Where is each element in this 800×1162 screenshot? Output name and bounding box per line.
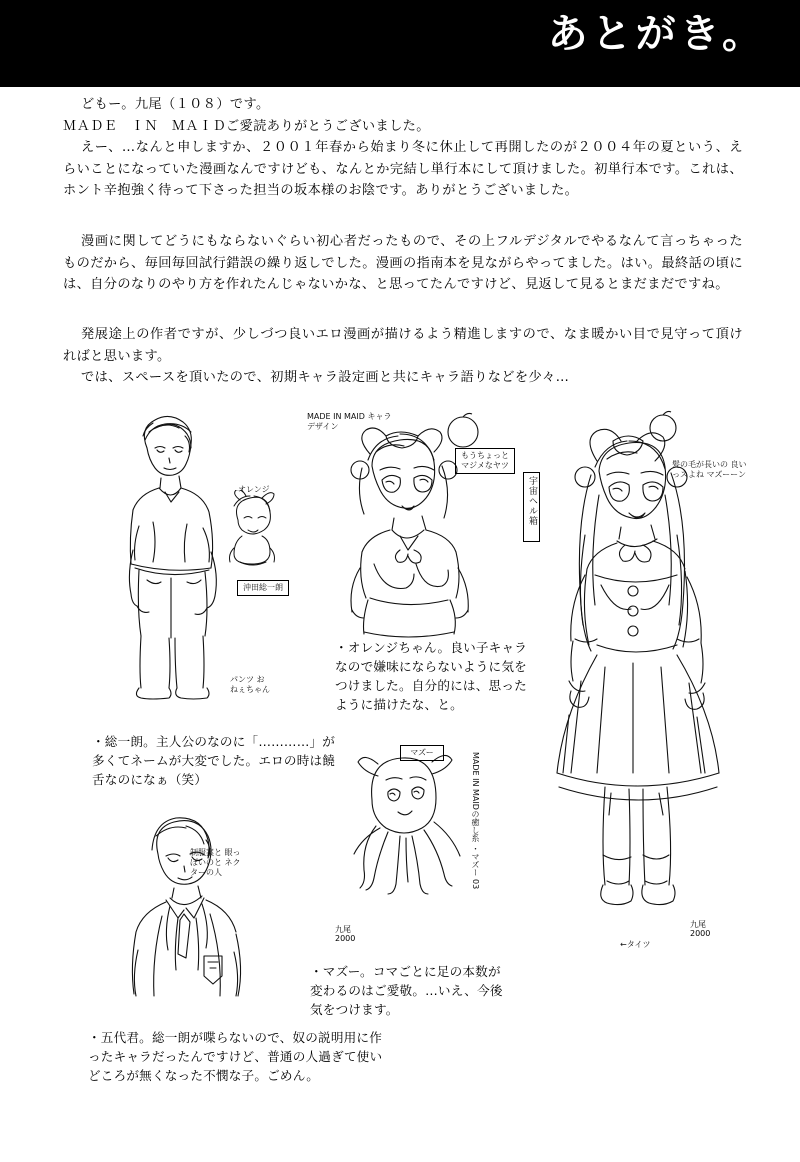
signature-mazu: 九尾 2000 — [335, 925, 356, 943]
afterword-paragraph-4 — [63, 324, 743, 367]
annotation-godai-note: 制服案と 眼っぽいのと ネクターの人 — [190, 848, 241, 877]
intro-line-2: ＭＡＤＥ ＩＮ ＭＡＩＤご愛読ありがとうございました。 — [63, 118, 430, 134]
annotation-uchuu-box: 宇宙ヘル箱 — [523, 472, 540, 542]
sketch-orange-mini — [218, 490, 288, 570]
paragraph-3-text: 漫画に関してどうにもならないぐらい初心者だったもので、その上フルデジタルでやるなんて言っちゃったものだから、毎回毎回試行錯誤の繰り返しでした。漫画の指南本を見ながらやってました。はい。最終話の頃には、自分のなりのやり方を作れたんじゃないかな、と思ってたんですけど、見返して見るとまだまだですね。 — [63, 234, 743, 292]
annotation-mazu-vertical: MADE IN MAIDの癒し系 ・マズー 03 — [471, 752, 480, 890]
signature-orange: 九尾 2000 — [690, 920, 711, 938]
paragraph-4-text: 発展途上の作者ですが、少しづつ良いエロ漫画が描けるよう精進しますので、なま暖かい目で見守って頂ければと思います。 — [63, 327, 743, 364]
intro-line-1: どもー。九尾（１０８）です。 — [81, 97, 270, 112]
annotation-souichirou-side: パンツ おねぇちゃん — [230, 675, 270, 694]
paragraph-2-text: えー、…なんと申しますか、２００１年春から始まり冬に休止して再開したのが２００４年の夏という、えらいことになっていた漫画なんですけども、なんとか完結し単行本にして頂けました。初単行本です。これは、ホント辛抱強く待って下さった担当の坂本様のお陰です。ありがとうございました。 — [63, 140, 743, 198]
caption-mazu — [310, 962, 510, 1019]
page-title: あとがき。 — [547, 11, 766, 57]
caption-orange — [335, 638, 535, 714]
annotation-souichirou-stamp: 沖田総一朗 — [237, 580, 289, 596]
decoration-orange-circle-1 — [443, 410, 483, 450]
header-divider — [0, 84, 800, 87]
afterword-paragraph-5 — [63, 367, 743, 389]
annotation-mazu-label: マズー — [400, 745, 444, 761]
caption-godai-text: ・五代君。総一朗が喋らないので、奴の説明用に作ったキャラだったんですけど、普通の人過ぎて使いどころが無くなった不憫な子。ごめん。 — [88, 1030, 383, 1083]
caption-souichirou-text: ・総一朗。主人公のなのに「…………」が多くてネームが大変でした。エロの時は饒舌なのになぁ（笑） — [92, 734, 336, 787]
sketch-orange-fullbody — [525, 415, 745, 975]
caption-mazu-text: ・マズー。コマごとに足の本数が変わるのはご愛敬。…いえ、今後気をつけます。 — [310, 964, 503, 1017]
decoration-orange-circle-2 — [645, 408, 681, 444]
annotation-taitsu: ←タイツ — [620, 940, 651, 949]
afterword-intro — [63, 94, 743, 137]
annotation-made-in-maid: MADE IN MAID キャラデザイン — [307, 412, 392, 431]
caption-godai — [88, 1028, 388, 1085]
annotation-fukuro-note: 髪の毛が長いの 良いっスよね マズーーン — [672, 460, 747, 479]
paragraph-5-text: では、スペースを頂いたので、初期キャラ設定画と共にキャラ語りなどを少々… — [81, 370, 570, 385]
annotation-mou-sukoshi: もうちょっと マジメなヤツ — [455, 448, 515, 474]
afterword-paragraph-3 — [63, 231, 743, 296]
annotation-orange-mini-label: オレンジ — [238, 485, 270, 494]
sketch-godai — [100, 810, 300, 1000]
afterword-paragraph-2 — [63, 137, 743, 202]
caption-souichirou — [92, 732, 342, 789]
caption-orange-text: ・オレンジちゃん。良い子キャラなので嫌味にならないように気をつけました。自分的には、思ったように描けたな、と。 — [335, 640, 528, 712]
